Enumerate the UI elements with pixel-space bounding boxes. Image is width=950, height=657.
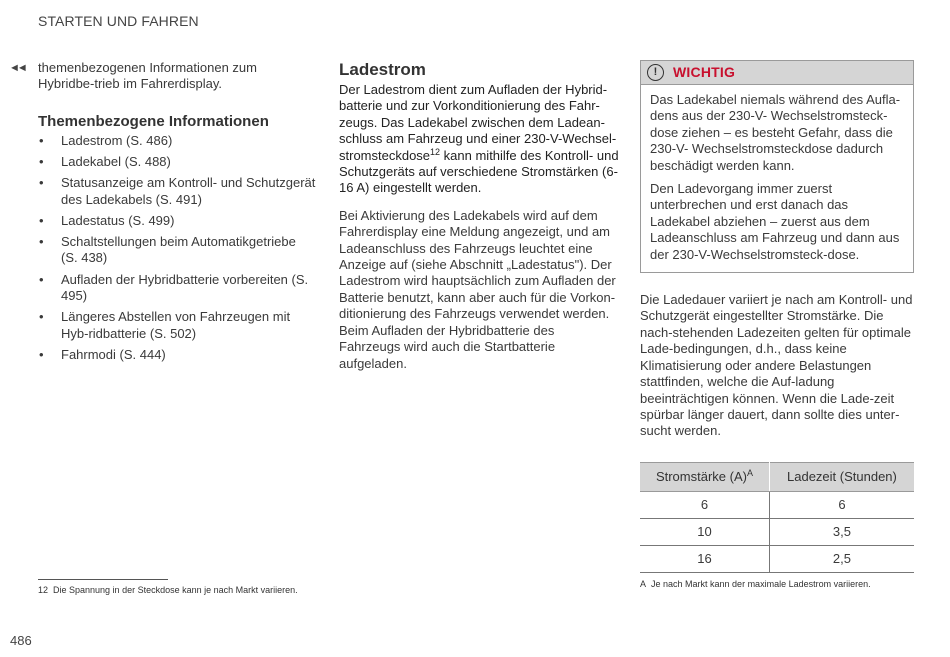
body-paragraph: Bei Aktivierung des Ladekabels wird auf dem Fahrerdisplay eine Meldung angezeigt, und am Ladeanschluss des Fahrzeugs leuchtet eine Anzeige auf (siehe Abschnitt „Ladestatus"). Der Ladestrom wird hauptsächlich zum Aufladen der Batterie benutzt, kann aber auch für die Vorkon-ditionierung des Fahrzeugs verwendet werden. Beim Aufladen der Hybridbatterie des Fahrzeugs wird auch die Startbatterie aufgeladen.	[339, 207, 616, 371]
time-cell: 2,5	[769, 545, 914, 572]
page-number: 486	[10, 633, 32, 648]
exclamation-icon: !	[647, 64, 664, 81]
time-cell: 6	[769, 491, 914, 518]
lead-text: Der Ladestrom dient zum Aufladen der Hybrid-batterie und zur Vorkonditionierung des Fahr-zeugs. Das Ladekabel zwischen dem Ladean-schluss am Fahrzeug und einer 230-V-Wechsel-stromsteckdose	[339, 82, 617, 163]
current-cell: 10	[640, 518, 769, 545]
footnote-divider	[38, 579, 168, 580]
continued-arrows-icon: ◄◄	[9, 62, 25, 74]
charge-time-text: Die Ladedauer variiert je nach am Kontroll- und Schutzgerät eingestellter Stromstärke. Die nach-stehenden Ladezeiten gelten für optimale Lade-bedingungen, d.h., dass keine Klimatisierung oder andere Belastungen stattfinden, welche die Auf-ladung beeinträchtigen können. Wenn die Lade-zeit spürbar länger dauert, dann sollte dies unter-sucht werden.	[640, 292, 913, 439]
warning-header	[641, 61, 913, 85]
warning-title: WICHTIG	[673, 64, 736, 80]
related-link[interactable]: • Längeres Abstellen von Fahrzeugen mit Hyb-ridbatterie (S. 502)	[38, 309, 316, 342]
current-cell: 16	[640, 545, 769, 572]
column-middle	[339, 60, 619, 372]
time-cell: 3,5	[769, 518, 914, 545]
warning-body	[641, 85, 913, 272]
table-row	[640, 518, 914, 545]
table-header-row	[640, 462, 914, 491]
lead-paragraph	[339, 82, 619, 197]
table-footnote-mark: A	[640, 578, 647, 589]
section-title: Ladestrom	[339, 60, 426, 79]
table-row	[640, 545, 914, 572]
related-link[interactable]: • Ladestrom (S. 486)	[38, 133, 316, 149]
charge-time-table	[640, 462, 914, 573]
column-left	[38, 60, 316, 368]
page-footnote	[38, 585, 298, 595]
table-footnote-text: Je nach Markt kann der maximale Ladestrom variieren.	[651, 578, 871, 589]
footnote-number: 12	[38, 585, 49, 595]
column-header-time: Ladezeit (Stunden)	[769, 462, 914, 491]
table-note-reference: A	[746, 468, 753, 479]
lead-text-continued: kann mithilfe des Kontroll- und Schutzgeräts auf verschiedene Stromstärken (6-16 A) eingestellt werden.	[339, 147, 619, 196]
table-footnote	[640, 579, 914, 589]
related-link[interactable]: • Ladestatus (S. 499)	[38, 213, 316, 229]
related-link[interactable]: • Statusanzeige am Kontroll- und Schutzgerät des Ladekabels (S. 491)	[38, 175, 316, 208]
running-header: STARTEN UND FAHREN	[38, 13, 199, 29]
related-links-list	[38, 133, 316, 363]
related-link[interactable]: • Aufladen der Hybridbatterie vorbereiten (S. 495)	[38, 272, 316, 305]
related-link[interactable]: • Schaltstellungen beim Automatikgetriebe (S. 438)	[38, 234, 316, 267]
warning-box	[640, 60, 914, 273]
warning-paragraph: Das Ladekabel niemals während des Aufla-dens aus der 230-V- Wechselstromsteck-dose ziehen – es besteht Gefahr, dass die 230-V- Wechselstromsteckdose dadurch beschädigt werden kann.	[650, 92, 901, 173]
related-link[interactable]: • Fahrmodi (S. 444)	[38, 347, 316, 363]
current-cell: 6	[640, 491, 769, 518]
column-right	[640, 60, 914, 589]
related-link[interactable]: • Ladekabel (S. 488)	[38, 154, 316, 170]
warning-paragraph: Den Ladevorgang immer zuerst unterbrechen und erst danach das Ladekabel abziehen – zuerst aus dem Ladeanschluss am Fahrzeug und dann aus der 230-V-Wechselstromsteck-dose.	[650, 181, 900, 262]
column-header-current: Stromstärke $(A)^A$	[640, 462, 769, 491]
footnote-text: Die Spannung in der Steckdose kann je nach Markt variieren.	[53, 585, 298, 595]
intro-text: themenbezogenen Informationen zum Hybridbe-trieb im Fahrerdisplay.	[38, 60, 257, 92]
table-row	[640, 491, 914, 518]
footnote-reference: 12	[430, 146, 441, 157]
related-info-heading: Themenbezogene Informationen	[38, 112, 269, 130]
